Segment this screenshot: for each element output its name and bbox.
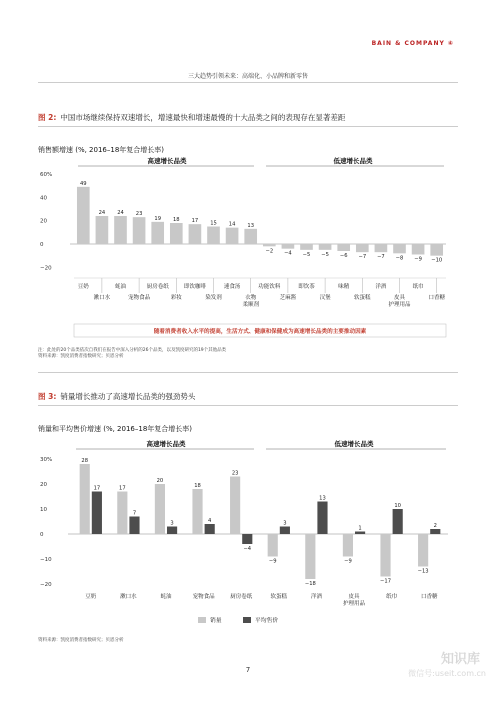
bar-value-label: 3 bbox=[283, 520, 287, 527]
bar-value-label: −5 bbox=[302, 251, 311, 258]
category-label: 护理用品 bbox=[388, 302, 411, 308]
category-label: 速食汤 bbox=[223, 284, 241, 290]
bar bbox=[300, 244, 313, 250]
figure-2-title-text: 中国市场继续保持双速增长，增速最快和增速最慢的十大品类之间的表现存在显著差距 bbox=[60, 113, 346, 122]
bar-value-label: 20 bbox=[156, 478, 164, 484]
bar-value-label: 17 bbox=[119, 485, 126, 492]
watermark-subtitle: 微信号:useit.com.cn bbox=[408, 669, 486, 678]
category-label: 洋酒 bbox=[310, 594, 322, 600]
chart2-source: 资料来源：凯度消费者指数研究；贝恩分析 bbox=[38, 638, 124, 643]
figure-3-title bbox=[38, 391, 195, 402]
legend-label-price: 平均售价 bbox=[255, 618, 279, 624]
y-tick-label: 0 bbox=[40, 242, 44, 248]
y-tick-label: 20 bbox=[40, 482, 47, 488]
company-logo: BAIN & COMPANY ④ bbox=[371, 40, 454, 47]
y-tick-label: −20 bbox=[40, 265, 52, 272]
group-label-high: 高速增长品类 bbox=[146, 440, 186, 448]
bar bbox=[430, 244, 443, 256]
bar-value-label: 13 bbox=[247, 222, 255, 229]
bar bbox=[337, 244, 350, 251]
legend-swatch-price bbox=[243, 617, 251, 623]
y-tick-label: 40 bbox=[40, 195, 47, 202]
category-label: 软蛋糕 bbox=[354, 295, 371, 301]
bar bbox=[114, 216, 127, 244]
bar-value-label: −2 bbox=[265, 248, 274, 255]
category-label: 芝麻酱 bbox=[279, 295, 297, 301]
chart1-note: 注：此处的20个品类依次自我们在报告中深入分析的26个品类，以及凯度研究的19个其他品类 bbox=[38, 348, 227, 353]
category-label: 皮具 bbox=[348, 594, 360, 600]
y-tick-label: −10 bbox=[40, 557, 52, 563]
bar-value-label: 7 bbox=[132, 510, 137, 517]
category-label: 豆奶 bbox=[77, 284, 89, 290]
figure-3-title-text: 销量增长推动了高速增长品类的强劲势头 bbox=[60, 392, 196, 401]
y-tick-label: 60% bbox=[40, 172, 53, 178]
bar-price bbox=[92, 492, 102, 535]
category-label: 皮具 bbox=[393, 295, 406, 301]
bar bbox=[77, 187, 90, 244]
bar bbox=[319, 244, 332, 250]
bar-volume bbox=[418, 534, 428, 567]
bar-value-label: 24 bbox=[98, 210, 106, 216]
bar-value-label: 14 bbox=[228, 221, 236, 228]
chart1-source: 资料来源：凯度消费者指数研究；贝恩分析 bbox=[38, 354, 124, 359]
bar-price bbox=[167, 527, 177, 535]
category-label: 蚝油 bbox=[160, 594, 172, 600]
chart2-svg bbox=[38, 434, 458, 636]
bar-value-label: −5 bbox=[321, 251, 329, 258]
bar-value-label: −10 bbox=[431, 257, 443, 264]
category-label: 厨房卷纸 bbox=[230, 594, 253, 600]
category-label: 柔顺剂 bbox=[242, 302, 259, 308]
bar bbox=[263, 244, 276, 246]
category-label: 口香糖 bbox=[428, 295, 445, 301]
bar-value-label: 24 bbox=[117, 210, 124, 216]
category-label: 彩妆 bbox=[170, 295, 182, 301]
bar-price bbox=[242, 534, 252, 544]
bar bbox=[207, 227, 220, 245]
bar-price bbox=[317, 502, 327, 535]
chart1-subtitle: 销售额增速 (%, 2016–18年复合增长率) bbox=[38, 146, 165, 154]
bar-value-label: 18 bbox=[172, 217, 180, 223]
figure-3-number: 图 3: bbox=[38, 392, 57, 401]
bar bbox=[133, 217, 146, 244]
category-label: 宠物食品 bbox=[128, 295, 151, 301]
figure-3-divider bbox=[38, 405, 458, 406]
category-label: 厨房卷纸 bbox=[146, 284, 169, 290]
bar-value-label: 49 bbox=[79, 180, 87, 187]
page-number: 7 bbox=[245, 666, 251, 674]
bar-value-label: 2 bbox=[433, 523, 437, 529]
bar-value-label: −9 bbox=[344, 558, 352, 565]
category-label: 豆奶 bbox=[85, 594, 97, 600]
bar-value-label: −17 bbox=[380, 578, 392, 585]
bar-price bbox=[355, 532, 365, 535]
category-label: 漱口水 bbox=[120, 594, 137, 600]
chart1-svg bbox=[38, 154, 458, 344]
bar-volume bbox=[192, 489, 202, 534]
category-label: 纸巾 bbox=[386, 594, 398, 600]
category-label: 洋酒 bbox=[375, 284, 387, 290]
category-label: 即饮咖啡 bbox=[183, 284, 206, 290]
bar-value-label: 28 bbox=[81, 458, 89, 464]
y-tick-label: 30% bbox=[40, 457, 53, 463]
bar-value-label: 3 bbox=[170, 520, 174, 527]
bar-value-label: 4 bbox=[208, 518, 212, 524]
bar-volume bbox=[117, 492, 127, 535]
bar bbox=[393, 244, 406, 253]
bar-volume bbox=[80, 464, 90, 534]
bar-value-label: −8 bbox=[395, 255, 404, 262]
bar-value-label: −13 bbox=[417, 568, 429, 575]
y-tick-label: 20 bbox=[40, 218, 47, 225]
bar-price bbox=[430, 529, 440, 534]
bar-volume bbox=[343, 534, 353, 557]
bar-value-label: 15 bbox=[210, 220, 217, 227]
bar bbox=[282, 244, 295, 249]
bar-value-label: −6 bbox=[339, 253, 348, 259]
bar-volume bbox=[380, 534, 390, 577]
y-tick-label: 0 bbox=[40, 532, 44, 538]
bar bbox=[375, 244, 388, 252]
bar-price bbox=[280, 527, 290, 535]
category-label: 蚝油 bbox=[114, 284, 127, 290]
bar bbox=[96, 216, 109, 244]
bar-value-label: −18 bbox=[304, 581, 316, 587]
figure-2-divider bbox=[38, 126, 458, 127]
bar bbox=[356, 244, 369, 252]
header-divider bbox=[38, 82, 458, 83]
page-subtitle: 三大趋势引领未来：高端化、小品牌和新零售 bbox=[187, 73, 308, 80]
figure-2-number: 图 2: bbox=[38, 113, 57, 122]
bar-value-label: −7 bbox=[377, 254, 385, 261]
bar-value-label: 17 bbox=[93, 485, 101, 492]
chart2-subtitle: 销量和平均售价增速 (%, 2016–18年复合增长率) bbox=[38, 425, 193, 433]
bar bbox=[412, 244, 425, 255]
bar-value-label: 10 bbox=[394, 503, 401, 509]
category-label: 宠物食品 bbox=[192, 594, 215, 600]
group-label-low: 低速增长品类 bbox=[333, 157, 373, 165]
bar-value-label: −9 bbox=[268, 558, 277, 565]
category-label: 味精 bbox=[338, 284, 350, 290]
callout-text: 随着消费者收入水平的提高，生活方式、健康和保健成为高速增长品类的主要推动因素 bbox=[153, 329, 367, 335]
y-tick-label: −20 bbox=[40, 582, 52, 588]
category-label: 漱口水 bbox=[93, 295, 111, 301]
bar-volume bbox=[230, 477, 240, 535]
bar bbox=[170, 223, 183, 244]
watermark-title: 知识库 bbox=[440, 652, 480, 667]
legend-label-volume: 销量 bbox=[210, 618, 222, 624]
bar-value-label: 23 bbox=[231, 470, 239, 477]
legend-swatch-volume bbox=[198, 617, 206, 623]
category-label: 汉堡 bbox=[319, 295, 331, 301]
group-label-high: 高速增长品类 bbox=[147, 157, 187, 165]
category-label: 护理用品 bbox=[342, 601, 366, 607]
bar-value-label: 17 bbox=[191, 218, 199, 225]
bar bbox=[189, 224, 202, 244]
bar-value-label: −9 bbox=[414, 256, 422, 263]
bar-value-label: 1 bbox=[358, 525, 362, 532]
bar-value-label: −4 bbox=[284, 250, 292, 257]
category-label: 衣物 bbox=[245, 295, 257, 301]
bar-value-label: 13 bbox=[319, 495, 326, 502]
bar-value-label: 19 bbox=[154, 215, 162, 222]
category-label: 纸巾 bbox=[412, 284, 424, 290]
bar-volume bbox=[268, 534, 278, 557]
category-label: 口香糖 bbox=[420, 594, 438, 600]
bar-value-label: 23 bbox=[135, 211, 143, 218]
section-divider bbox=[38, 372, 458, 373]
bar bbox=[151, 222, 164, 244]
chart1-notes bbox=[38, 348, 226, 360]
figure-2-title bbox=[38, 112, 345, 123]
bar-value-label: 18 bbox=[194, 483, 201, 489]
category-label: 即饮茶 bbox=[298, 284, 315, 290]
bar-value-label: −4 bbox=[243, 546, 252, 552]
bar-price bbox=[129, 517, 139, 535]
category-label: 染发剂 bbox=[205, 295, 222, 301]
group-label-low: 低速增长品类 bbox=[334, 440, 374, 448]
bar-value-label: −7 bbox=[358, 254, 367, 261]
bar-volume bbox=[155, 484, 165, 534]
bar-price bbox=[205, 524, 215, 534]
category-label: 功能饮料 bbox=[258, 284, 281, 290]
bar bbox=[226, 228, 239, 244]
y-tick-label: 10 bbox=[40, 507, 47, 513]
category-label: 软蛋糕 bbox=[270, 594, 288, 600]
bar bbox=[244, 229, 257, 244]
bar-price bbox=[393, 509, 403, 534]
bar-volume bbox=[305, 534, 315, 579]
